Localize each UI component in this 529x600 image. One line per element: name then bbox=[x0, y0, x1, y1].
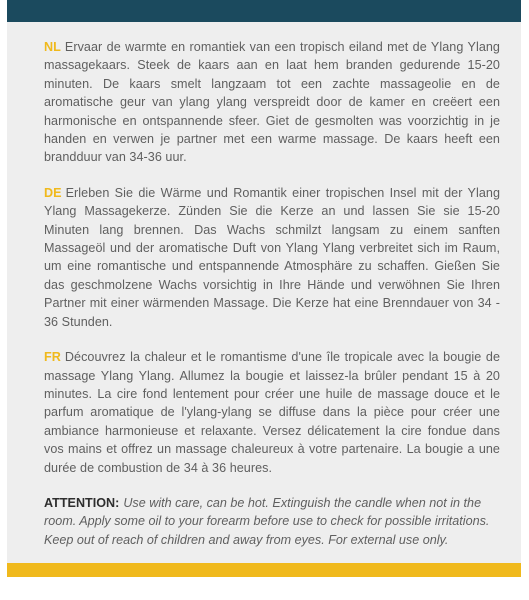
instruction-card bbox=[7, 0, 521, 577]
language-code-fr: FR bbox=[44, 350, 61, 365]
attention-text: Use with care, can be hot. Extinguish the candle when not in the room. Apply some oil to your forearm before use to check for possible irritations. Keep out of reach of children and away from eyes. For external use only. bbox=[44, 495, 490, 547]
attention-notice bbox=[44, 494, 500, 549]
bottom-color-bar bbox=[7, 563, 521, 577]
language-code-nl: NL bbox=[44, 40, 61, 54]
paragraph-nl bbox=[44, 38, 500, 167]
paragraph-nl-text: Ervaar de warmte en romantiek van een tropisch eiland met de Ylang Ylang massagekaars. Steek de kaars aan en laat hem branden gedurende 15-20 minuten. De kaars smelt langzaam tot een zachte massageolie en de aromatische geur van ylang ylang verspreidt door de kamer en creëert een harmonische en ontspannende sfeer. Giet de gesmolten was voorzichtig in je handen en verwen je partner met een warme massage. De kaars heeft een brandduur van 34-36 uur. bbox=[44, 40, 500, 165]
paragraph-fr bbox=[44, 348, 500, 477]
top-color-bar bbox=[7, 0, 521, 22]
language-code-de: DE bbox=[44, 185, 62, 200]
attention-label: ATTENTION: bbox=[44, 495, 120, 510]
paragraph-de-text: Erleben Sie die Wärme und Romantik einer tropischen Insel mit der Ylang Ylang Massagekerze. Zünden Sie die Kerze an und lassen Sie sie 15-20 Minuten lang brennen. Das Wachs schmilzt langsam zu einem sanften Massageöl und der aromatische Duft von Ylang Ylang verbreitet sich im Raum, um eine romantische und entspannende Atmosphäre zu schaffen. Gießen Sie das geschmolzene Wachs vorsichtig in Ihre Hände und verwöhnen Sie Ihren Partner mit einer wärmenden Massage. Die Kerze hat eine Brenndauer von 34 - 36 Stunden. bbox=[44, 185, 500, 329]
paragraph-de bbox=[44, 184, 500, 331]
instruction-text-block bbox=[44, 38, 500, 549]
paragraph-fr-text: Découvrez la chaleur et le romantisme d'une île tropicale avec la bougie de massage Ylang Ylang. Allumez la bougie et laissez-la brûler pendant 15 à 20 minutes. La cire fond lentement pour créer une huile de massage douce et le parfum aromatique de l'ylang-ylang se diffuse dans la pièce pour créer une ambiance harmonieuse et relaxante. Versez délicatement la cire fondue dans vos mains et offrez un massage chaleureux à votre partenaire. La bougie a une durée de combustion de 34 à 36 heures. bbox=[44, 350, 500, 475]
